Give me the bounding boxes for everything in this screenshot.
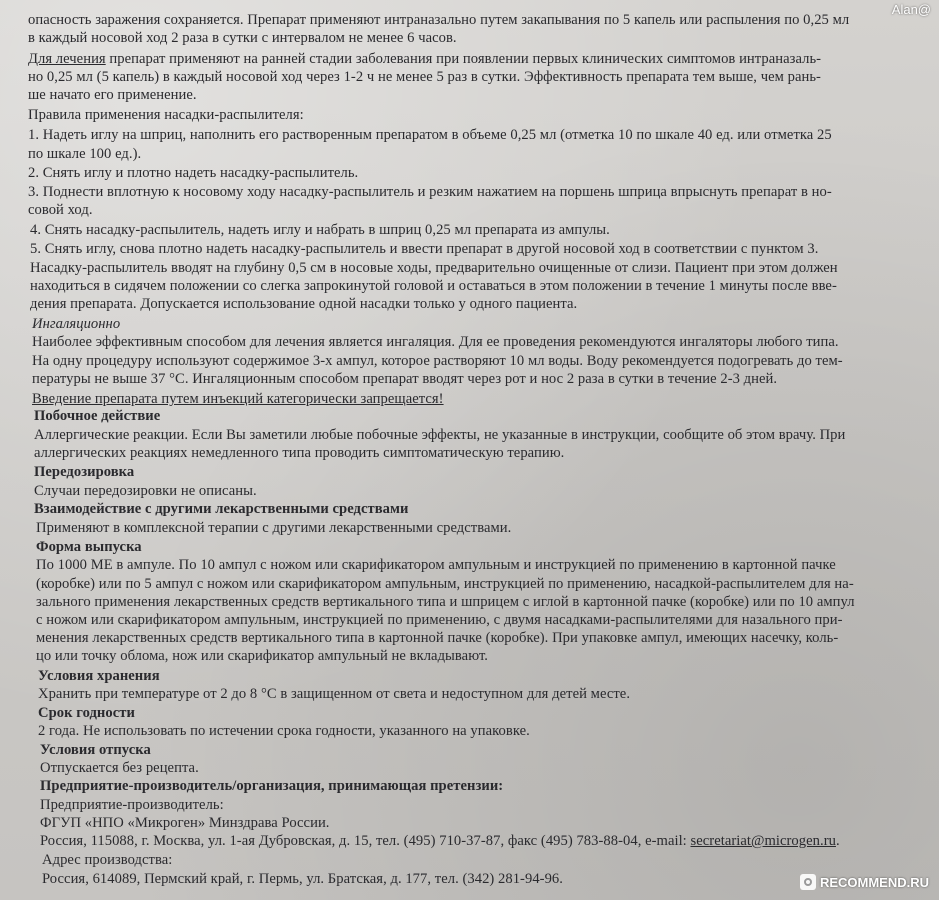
section-heading: Условия отпуска [40,742,151,758]
text-line: Аллергические реакции. Если Вы заметили любые побочные эффекты, не указанные в инструкции, сообщите об этом врачу. При [34,427,846,443]
text-line: менения лекарственных средств вертикального типа в картонной пачке (коробке). При упаковке ампул, имеющих насечку, коль- [36,630,839,646]
text-line: По 1000 МЕ в ампуле. По 10 ампул с ножом или скарификатором ампульным и инструкцией по применению в картонной пачке [36,557,836,573]
text-line: находиться в сидячем положении со слегка запрокинутой головой и оставаться в этом положении в течение 1 минуты после вве- [30,278,837,294]
text-line: 3. Поднести вплотную к носовому ходу насадку-распылитель и резким нажатием на поршень шприца впрыснуть препарат в но- [28,184,832,200]
treatment-label: Для лечения [28,51,106,67]
section-heading: Побочное действие [34,408,161,424]
text-line: 5. Снять иглу, снова плотно надеть насадку-распылитель и ввести препарат в другой носовой ход в соответствии с пунктом 3. [30,241,819,257]
text-line: по шкале 100 ед.). [28,146,142,162]
section-heading: Условия хранения [38,668,160,684]
text-line: Наиболее эффективным способом для лечения является ингаляция. Для ее проведения рекомендуются ингаляторы любого типа. [32,334,839,350]
section-heading: Взаимодействие с другими лекарственными средствами [34,501,409,517]
text-span: Россия, 115088, г. Москва, ул. 1-ая Дубровская, д. 15, тел. (495) 710-37-87, факс (495) 783-88-04, e-mail: [40,833,691,849]
text-line: 2 года. Не использовать по истечении срока годности, указанного на упаковке. [38,723,530,739]
text-line: 2. Снять иглу и плотно надеть насадку-распылитель. [28,165,359,181]
text-line: (коробке) или по 5 ампул с ножом или скарификатором ампульным, инструкцией по применению, насадкой-распылителем для на- [36,576,854,592]
section-heading: Форма выпуска [36,539,142,555]
text-line: Предприятие-производитель: [40,797,224,813]
text-line: дения препарата. Допускается использование одной насадки только у одного пациента. [30,296,578,312]
text-line: Применяют в комплексной терапии с другими лекарственными средствами. [36,520,512,536]
text-line: в каждый носовой ход 2 раза в сутки с интервалом не менее 6 часов. [28,30,457,46]
text-line: опасность заражения сохраняется. Препарат применяют интраназально путем закапывания по 5 капель или распыления по 0,25 мл [28,12,850,28]
site-watermark-text: RECOMMEND.RU [819,874,929,890]
text-line: с ножом или скарификатором ампульным, инструкцией по применению, с двумя насадками-распылителями для назального при- [36,612,843,628]
text-line: цо или точку облома, нож или скарификатор ампульный не вкладывают. [36,648,488,664]
section-heading: Срок годности [38,705,135,721]
section-heading: Предприятие-производитель/организация, принимающая претензии: [40,778,504,794]
text-line: Случаи передозировки не описаны. [34,483,257,499]
text-line: совой ход. [28,202,93,218]
text-line: пературы не выше 37 °С. Ингаляционным способом препарат вводят через рот и нос 2 раза в сутки в течение 2-3 дней. [32,371,778,387]
text-span: . [835,833,840,849]
user-watermark: Alan@ [891,2,931,17]
text-line: На одну процедуру используют содержимое 3-х ампул, которое растворяют 10 мл воды. Воду рекомендуется подогревать до тем- [32,353,843,369]
text-line: 4. Снять насадку-распылитель, надеть иглу и набрать в шприц 0,25 мл препарата из ампулы. [30,222,610,238]
text-line: Отпускается без рецепта. [40,760,199,776]
text-line: зального применения лекарственных средств вертикального типа и шприцем с иглой в картонной пачке (коробке) или по 10 ампул [36,594,855,610]
text-line: 1. Надеть иглу на шприц, наполнить его растворенным препаратом в объеме 0,25 мл (отметка 10 по шкале 40 ед. или отметка 25 [28,127,832,143]
text-line: аллергических реакциях немедленного типа проводить симптоматическую терапию. [34,445,565,461]
text-line: Насадку-распылитель вводят на глубину 0,5 см в носовые ходы, предварительно очищенные от слизи. Пациент при этом должен [30,260,838,276]
text-line: Россия, 614089, Пермский край, г. Пермь, ул. Братская, д. 177, тел. (342) 281-94-96. [42,871,563,887]
text-line: ФГУП «НПО «Микроген» Минздрава России. [40,815,330,831]
text-line [28,50,821,68]
text-line: Хранить при температуре от 2 до 8 °С в защищенном от света и недоступном для детей месте. [38,686,631,702]
text-line: Правила применения насадки-распылителя: [28,107,304,123]
email-link[interactable]: secretariat@microgen.ru [690,833,836,849]
text-line: Адрес производства: [42,852,173,868]
text-line: ше начато его применение. [28,87,197,103]
site-watermark [800,874,929,890]
section-heading: Ингаляционно [32,316,121,332]
text-line [40,832,840,850]
warning-line: Введение препарата путем инъекций категорически запрещается! [32,391,444,407]
section-heading: Передозировка [34,464,135,480]
text-line: но 0,25 мл (5 капель) в каждый носовой ход через 1-2 ч не менее 5 раз в сутки. Эффективность препарата тем выше, чем рань- [28,69,821,85]
text-span: препарат применяют на ранней стадии заболевания при появлении первых клинических симптомов интраназаль- [105,51,822,67]
recommend-logo-icon [800,874,816,890]
